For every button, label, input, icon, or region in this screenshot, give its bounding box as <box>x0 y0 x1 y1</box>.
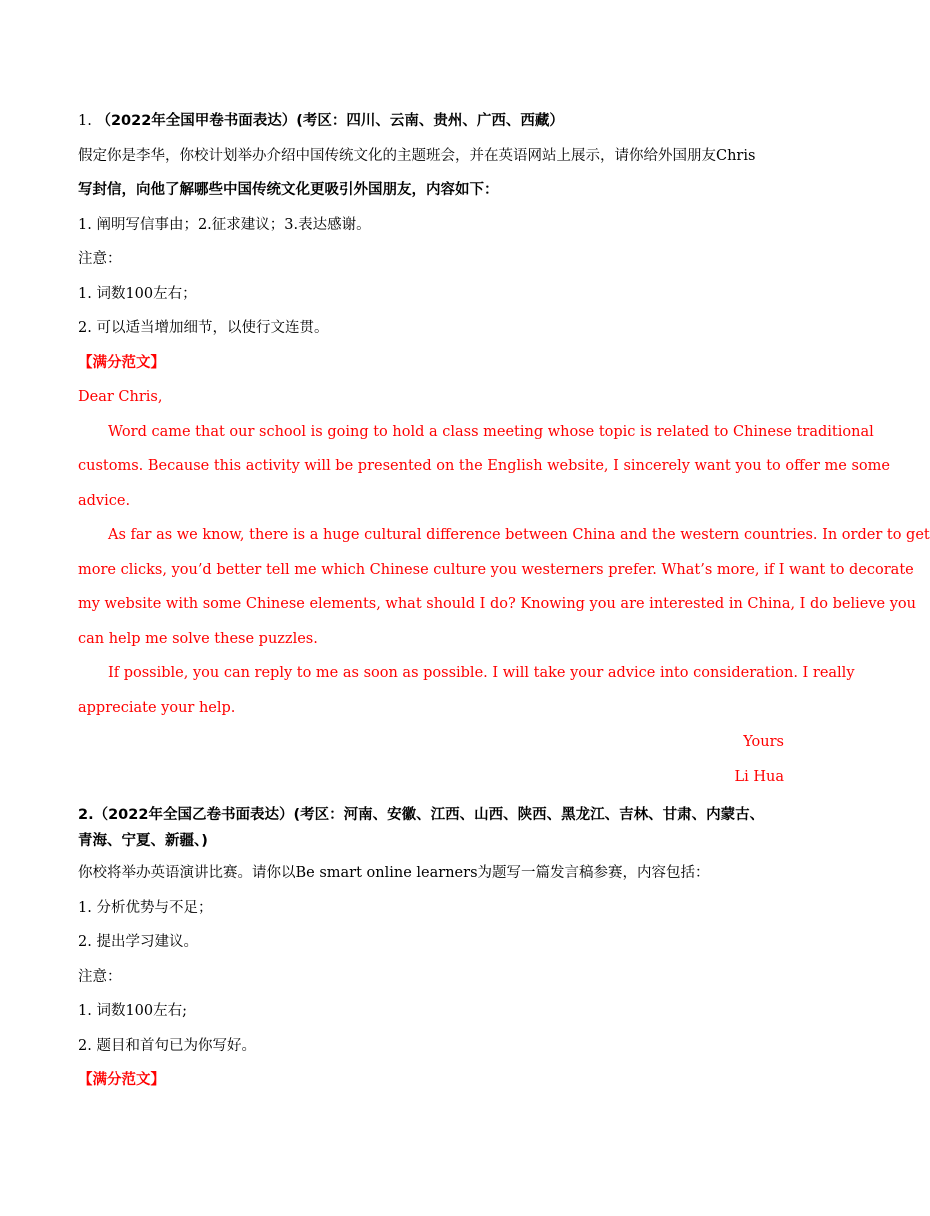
q2-notice-2: 2. 题目和首句已为你写好。 <box>78 1037 256 1054</box>
q2-prompt: 你校将举办英语演讲比赛。请你以Be smart online learners为题写一篇发言稿参赛，内容包括： <box>78 865 710 881</box>
sample-p1-line3: advice. <box>78 492 131 509</box>
q1-notice-2: 2. 可以适当增加细节，以使行文连贯。 <box>78 320 329 336</box>
q1-prompt-line2: 写封信，向他了解哪些中国传统文化更吸引外国朋友，内容如下： <box>78 182 499 198</box>
sample-greeting: Dear Chris, <box>78 389 163 405</box>
q2-notice-1: 1. 词数100左右; <box>78 1003 188 1019</box>
q2-body <box>78 856 784 1098</box>
q2-point-2: 2. 提出学习建议。 <box>78 934 198 950</box>
sample-p2-line3: my website with some Chinese elements, what should I do? Knowing you are interested in China, I do believe you <box>78 596 916 612</box>
sample-p2-line2: more clicks, you’d better tell me which Chinese culture you westerners prefer. What’s more, if I want to decorate <box>78 561 914 578</box>
q1-heading <box>78 104 784 139</box>
sample-p2-line1: As far as we know, there is a huge cultural difference between China and the western countries. In order to get <box>108 527 930 543</box>
q1-notice-1: 1. 词数100左右； <box>78 285 197 302</box>
q2-point-1: 1. 分析优势与不足； <box>78 899 213 916</box>
sample-p3-line2: appreciate your help. <box>78 699 236 716</box>
document-page <box>78 104 930 1098</box>
q2-sample-label: 【满分范文】 <box>78 1072 165 1088</box>
q2-heading-line1: 2.（2022年全国乙卷书面表达）(考区：河南、安徽、江西、山西、陕西、黑龙江、吉林、甘肃、内蒙古、 <box>78 807 765 823</box>
sample-p1-line1: Word came that our school is going to hold a class meeting whose topic is related to Chinese traditional <box>108 423 874 440</box>
sample-signature: Li Hua <box>734 768 784 785</box>
sample-p2-line4: can help me solve these puzzles. <box>78 630 318 647</box>
sample-p1-line2: customs. Because this activity will be presented on the English website, I sincerely want you to offer me some <box>78 458 890 474</box>
q2-heading-line2: 青海、宁夏、新疆、) <box>78 833 208 849</box>
q1-number: 1. <box>78 113 92 129</box>
q2-notice-label: 注意： <box>78 968 122 985</box>
sample-closing: Yours <box>743 734 784 750</box>
q1-heading-text: （2022年全国甲卷书面表达）(考区：四川、云南、贵州、广西、西藏） <box>96 113 564 129</box>
sample-p3-line1: If possible, you can reply to me as soon as possible. I will take your advice into consideration. I really <box>108 665 855 681</box>
q1-sample-essay <box>78 380 930 794</box>
q1-points: 1. 阐明写信事由；2.征求建议；3.表达感谢。 <box>78 216 371 233</box>
q1-prompt-line1: 假定你是李华，你校计划举办介绍中国传统文化的主题班会，并在英语网站上展示，请你给外国朋友Chris <box>78 147 756 164</box>
q1-notice-label: 注意： <box>78 251 122 267</box>
q2-heading <box>78 802 784 854</box>
q1-sample-label: 【满分范文】 <box>78 354 165 371</box>
